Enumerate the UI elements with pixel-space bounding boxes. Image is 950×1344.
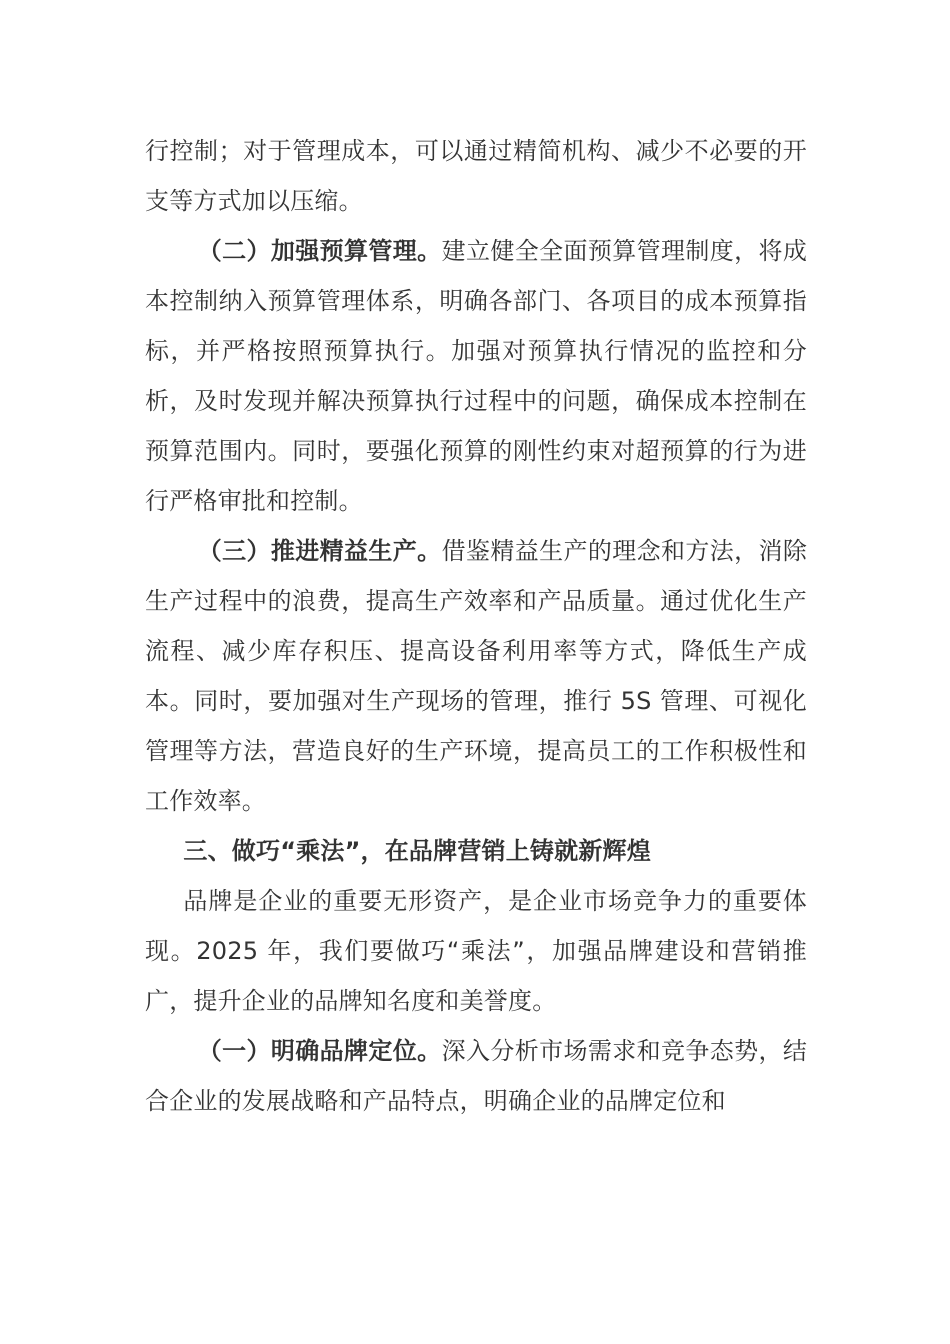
paragraph-brand-positioning-text: 深入分析市场需求和竞争态势，结合企业的发展战略和产品特点，明确企业的品牌定位和	[145, 1037, 808, 1115]
paragraph-budget-management-text: 建立健全全面预算管理制度，将成本控制纳入预算管理体系，明确各部门、各项目的成本预算指标，并严格按照预算执行。加强对预算执行情况的监控和分析，及时发现并解决预算执行过程中的问题，确保成本控制在预算范围内。同时，要强化预算的刚性约束对超预算的行为进行严格审批和控制。	[145, 237, 808, 515]
paragraph-lean-production-text: 借鉴精益生产的理念和方法，消除生产过程中的浪费，提高生产效率和产品质量。通过优化生产流程、减少库存积压、提高设备利用率等方式，降低生产成本。同时，要加强对生产现场的管理，推行 5S 管理、可视化管理等方法，营造良好的生产环境，提高员工的工作积极性和工作效率。	[145, 537, 808, 815]
paragraph-cost-control-continuation: 行控制；对于管理成本，可以通过精简机构、减少不必要的开支等方式加以压缩。	[145, 137, 807, 215]
paragraph-lean-production	[145, 526, 807, 826]
paragraph-budget-management	[145, 226, 807, 526]
subheading-budget-management: （二）加强预算管理。	[197, 237, 442, 265]
paragraph-brand-positioning	[145, 1026, 807, 1126]
section-heading-brand-marketing: 三、做巧“乘法”，在品牌营销上铸就新辉煌	[183, 837, 651, 865]
paragraph-brand-intro: 品牌是企业的重要无形资产，是企业市场竞争力的重要体现。2025 年，我们要做巧“乘法”，加强品牌建设和营销推广，提升企业的品牌知名度和美誉度。	[145, 887, 807, 1015]
subheading-lean-production: （三）推进精益生产。	[197, 537, 442, 565]
subheading-brand-positioning: （一）明确品牌定位。	[197, 1037, 442, 1065]
document-body	[145, 126, 807, 1126]
